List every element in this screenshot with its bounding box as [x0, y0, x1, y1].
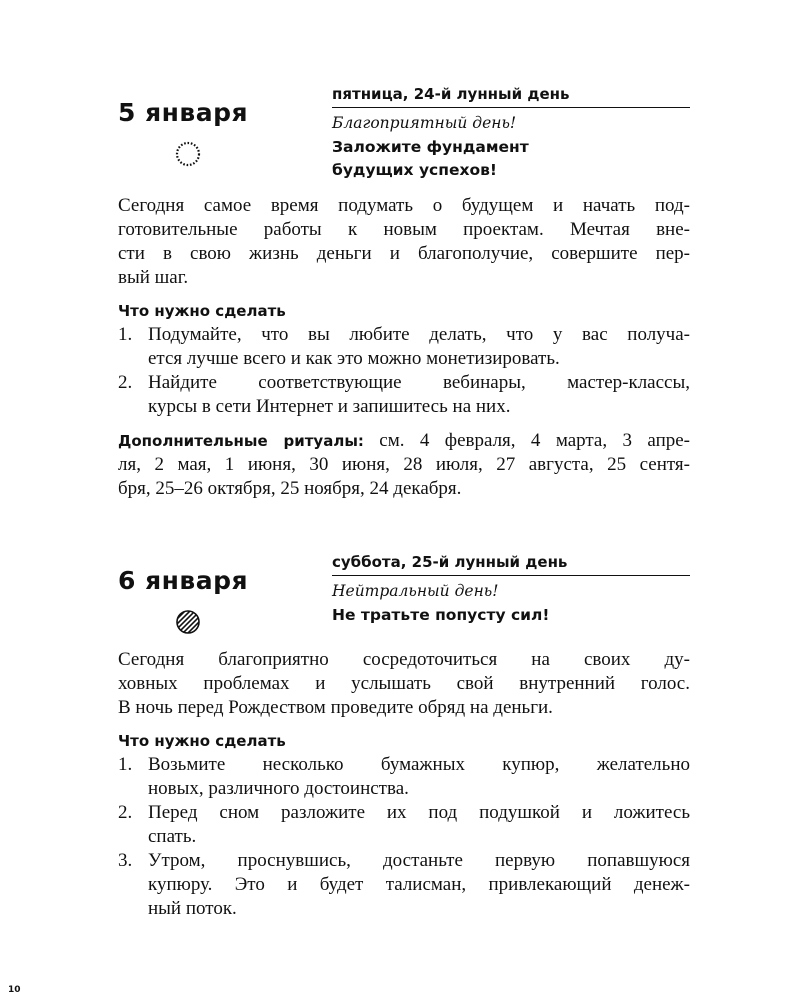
- weekday-lunar-day: пятница, 24-й лунный день: [332, 84, 690, 108]
- todo-title: Что нужно сделать: [118, 302, 286, 320]
- entry-january-6: [118, 552, 690, 921]
- text-line: Возьмите несколько бумажных купюр, желательно: [148, 754, 690, 775]
- todo-list: [118, 753, 690, 921]
- text-line: ля, 2 мая, 1 июня, 30 июня, 28 июля, 27 августа, 25 сентя-: [118, 454, 690, 475]
- text-line: готовительные работы к новым проектам. Мечтая вне-: [118, 219, 690, 240]
- list-item: [118, 371, 690, 419]
- entry-date: 6 января: [118, 566, 249, 595]
- day-type: Нейтральный день!: [332, 582, 499, 600]
- text-line: В ночь перед Рождеством проведите обряд на деньги.: [118, 697, 553, 718]
- text-line: бря, 25–26 октября, 25 ноября, 24 декабря.: [118, 478, 462, 499]
- text-line: купюру. Это и будет талисман, привлекающий денеж-: [148, 874, 690, 895]
- entry-date: 5 января: [118, 98, 249, 127]
- entry-header: [118, 84, 690, 194]
- text-line: [118, 429, 690, 453]
- todo-title: Что нужно сделать: [118, 732, 286, 750]
- motto-line: Заложите фундамент: [332, 138, 529, 156]
- entry-january-5: [118, 84, 690, 501]
- dotted-circle-moon-icon: [174, 140, 202, 168]
- text-line: вый шаг.: [118, 267, 189, 288]
- day-info: [332, 84, 690, 182]
- text-line: курсы в сети Интернет и запишитесь на них.: [148, 396, 511, 417]
- entry-header: [118, 552, 690, 648]
- motto-line: будущих успехов!: [332, 161, 497, 179]
- extra-rituals: [118, 429, 690, 501]
- text-line: Сегодня самое время подумать о будущем и начать под-: [118, 195, 690, 216]
- text-line: ется лучше всего и как это можно монетизировать.: [148, 348, 560, 369]
- text-line: Перед сном разложите их под подушкой и ложитесь: [148, 802, 690, 823]
- intro-paragraph: [118, 648, 690, 720]
- text-line: ный поток.: [148, 898, 237, 919]
- day-motto: [332, 136, 690, 182]
- list-item: [118, 323, 690, 371]
- list-number: 1.: [118, 324, 133, 345]
- day-motto: [332, 604, 690, 627]
- list-item: [118, 849, 690, 921]
- list-item: [118, 801, 690, 849]
- page-number: 10: [8, 985, 21, 995]
- intro-paragraph: [118, 194, 690, 290]
- list-number: 1.: [118, 754, 133, 775]
- hatched-circle-moon-icon: [174, 608, 202, 636]
- todo-list: [118, 323, 690, 419]
- extra-rituals-dates: см. 4 февраля, 4 марта, 3 апре-: [363, 430, 690, 451]
- text-line: сти в свою жизнь деньги и благополучие, совершите пер-: [118, 243, 690, 264]
- text-line: Подумайте, что вы любите делать, что у вас получа-: [148, 324, 690, 345]
- text-line: новых, различного достоинства.: [148, 778, 409, 799]
- text-line: Сегодня благоприятно сосредоточиться на своих ду-: [118, 649, 690, 670]
- list-number: 2.: [118, 802, 133, 823]
- text-line: Утром, проснувшись, достаньте первую попавшуюся: [148, 850, 690, 871]
- day-type: Благоприятный день!: [332, 114, 517, 132]
- motto-line: Не тратьте попусту сил!: [332, 606, 550, 624]
- list-number: 2.: [118, 372, 133, 393]
- extra-rituals-label: Дополнительные ритуалы:: [118, 432, 364, 450]
- text-line: ховных проблемах и услышать свой внутренний голос.: [118, 673, 690, 694]
- text-line: Найдите соответствующие вебинары, мастер-классы,: [148, 372, 690, 393]
- weekday-lunar-day: суббота, 25-й лунный день: [332, 552, 690, 576]
- list-number: 3.: [118, 850, 133, 871]
- day-info: [332, 552, 690, 627]
- list-item: [118, 753, 690, 801]
- text-line: спать.: [148, 826, 197, 847]
